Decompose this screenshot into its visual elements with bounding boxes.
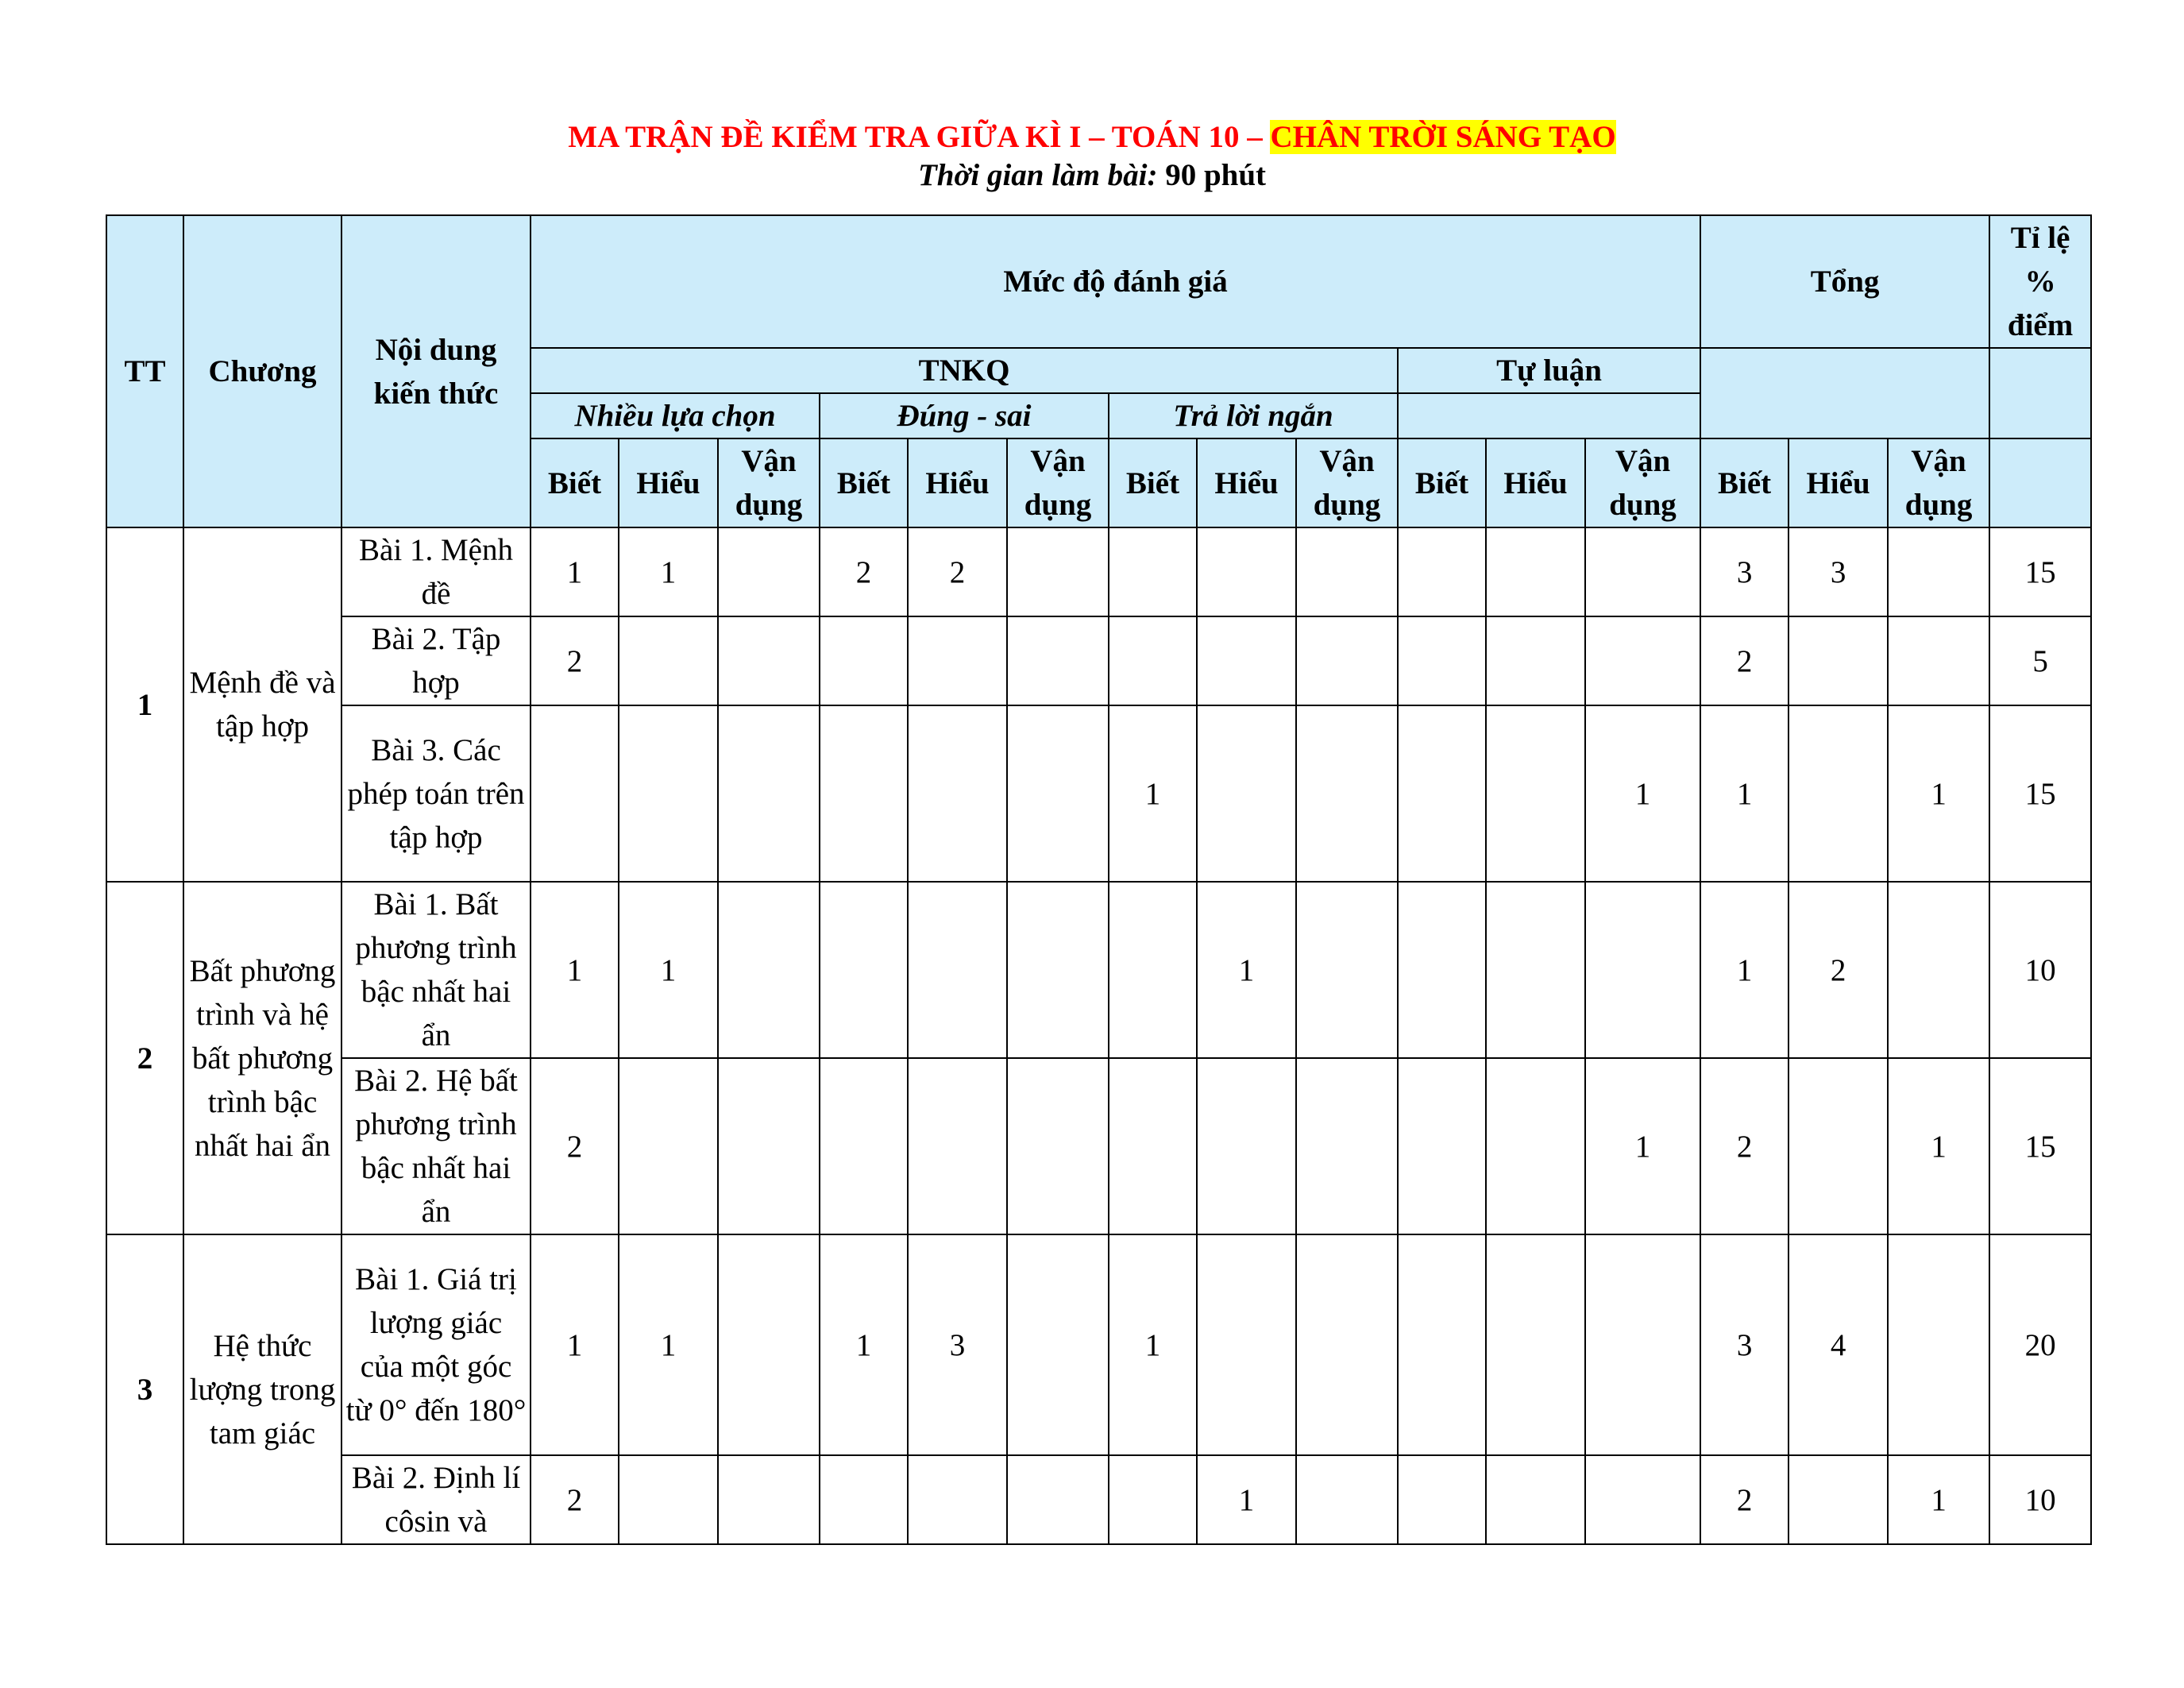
table-cell (531, 705, 619, 882)
header-hieu: Hiểu (1788, 438, 1888, 527)
header-van-dung: Vận dụng (1585, 438, 1700, 527)
table-cell: 1 (1888, 1455, 1989, 1544)
table-cell: 2 (531, 1455, 619, 1544)
header-van-dung: Vận dụng (718, 438, 820, 527)
table-cell: 2 (1700, 1058, 1788, 1234)
table-cell (1197, 705, 1296, 882)
title-main: MA TRẬN ĐỀ KIỂM TRA GIỮA KÌ I – TOÁN 10 – (568, 120, 1271, 154)
header-hieu: Hiểu (1486, 438, 1585, 527)
table-cell (1788, 1058, 1888, 1234)
table-cell: 1 (619, 527, 718, 616)
table-cell (1296, 705, 1398, 882)
table-cell (1197, 616, 1296, 705)
table-cell: 2 (1700, 616, 1788, 705)
header-van-dung: Vận dụng (1296, 438, 1398, 527)
table-cell (1585, 527, 1700, 616)
table-cell (1007, 1058, 1109, 1234)
chapter-number: 3 (106, 1234, 183, 1544)
table-cell (718, 1058, 820, 1234)
table-cell (1007, 1234, 1109, 1455)
table-cell (1398, 705, 1486, 882)
table-row (106, 1234, 2091, 1455)
header-van-dung: Vận dụng (1007, 438, 1109, 527)
header-tong: Tổng (1700, 215, 1989, 348)
table-cell (1398, 1234, 1486, 1455)
chapter-number: 2 (106, 882, 183, 1234)
table-cell: 10 (1989, 882, 2091, 1058)
header-nhieu-lua-chon: Nhiều lựa chọn (531, 393, 820, 438)
table-cell (718, 527, 820, 616)
table-cell (1007, 882, 1109, 1058)
table-cell: 15 (1989, 705, 2091, 882)
table-cell: 3 (1788, 527, 1888, 616)
table-cell (1296, 527, 1398, 616)
chapter-number: 1 (106, 527, 183, 882)
topic-name: Bài 1. Bất phương trình bậc nhất hai ẩn (341, 882, 531, 1058)
header-biet: Biết (1700, 438, 1788, 527)
table-cell: 2 (908, 527, 1007, 616)
table-cell (619, 616, 718, 705)
table-cell (1486, 1455, 1585, 1544)
table-cell (1788, 1455, 1888, 1544)
table-cell (1197, 1058, 1296, 1234)
table-cell (1296, 616, 1398, 705)
table-cell (1296, 1455, 1398, 1544)
header-tong-blank (1700, 348, 1989, 438)
chapter-name: Mệnh đề và tập hợp (183, 527, 341, 882)
topic-name: Bài 3. Các phép toán trên tập hợp (341, 705, 531, 882)
table-cell: 1 (1197, 1455, 1296, 1544)
table-cell (1398, 527, 1486, 616)
header-chuong: Chương (183, 215, 341, 527)
header-noi-dung: Nội dung kiến thức (341, 215, 531, 527)
header-hieu: Hiểu (1197, 438, 1296, 527)
table-cell (619, 1455, 718, 1544)
table-cell: 1 (1197, 882, 1296, 1058)
table-cell: 2 (1788, 882, 1888, 1058)
table-cell (1486, 1058, 1585, 1234)
header-ti-le-cell (1989, 438, 2091, 527)
table-cell (1585, 1455, 1700, 1544)
table-cell (908, 616, 1007, 705)
header-biet: Biết (820, 438, 908, 527)
table-cell (1888, 527, 1989, 616)
table-cell (820, 616, 908, 705)
header-tra-loi-ngan: Trả lời ngắn (1109, 393, 1398, 438)
table-cell (1007, 616, 1109, 705)
table-cell: 20 (1989, 1234, 2091, 1455)
table-cell: 1 (820, 1234, 908, 1455)
table-cell: 15 (1989, 1058, 2091, 1234)
table-cell: 3 (1700, 527, 1788, 616)
table-cell (718, 1234, 820, 1455)
table-cell: 1 (1700, 705, 1788, 882)
table-cell (1398, 1058, 1486, 1234)
topic-name: Bài 1. Mệnh đề (341, 527, 531, 616)
table-row (106, 616, 2091, 705)
chapter-name: Bất phương trình và hệ bất phương trình bậc nhất hai ẩn (183, 882, 341, 1234)
table-cell: 3 (1700, 1234, 1788, 1455)
table-row (106, 882, 2091, 1058)
table-row (106, 1058, 2091, 1234)
table-cell (1109, 527, 1197, 616)
table-cell: 1 (1585, 705, 1700, 882)
table-cell (908, 1058, 1007, 1234)
table-cell (1486, 1234, 1585, 1455)
table-cell: 1 (619, 1234, 718, 1455)
table-cell (1585, 882, 1700, 1058)
table-cell (718, 705, 820, 882)
table-cell (718, 616, 820, 705)
table-row (106, 527, 2091, 616)
table-cell (820, 882, 908, 1058)
header-van-dung: Vận dụng (1888, 438, 1989, 527)
header-hieu: Hiểu (908, 438, 1007, 527)
header-dung-sai: Đúng - sai (820, 393, 1109, 438)
table-cell (1197, 1234, 1296, 1455)
table-cell: 1 (531, 882, 619, 1058)
header-muc-do: Mức độ đánh giá (531, 215, 1700, 348)
table-cell: 2 (1700, 1455, 1788, 1544)
table-cell: 3 (908, 1234, 1007, 1455)
table-cell (1398, 1455, 1486, 1544)
table-row (106, 1455, 2091, 1544)
assessment-matrix-table (106, 214, 2092, 1545)
table-cell: 1 (1888, 705, 1989, 882)
table-cell: 2 (531, 1058, 619, 1234)
page-title (0, 118, 2184, 157)
table-cell: 2 (531, 616, 619, 705)
table-cell: 2 (820, 527, 908, 616)
table-cell (1398, 882, 1486, 1058)
topic-name: Bài 2. Hệ bất phương trình bậc nhất hai ẩn (341, 1058, 531, 1234)
table-cell: 1 (1585, 1058, 1700, 1234)
topic-name: Bài 1. Giá trị lượng giác của một góc từ 0° đến 180° (341, 1234, 531, 1455)
title-highlight: CHÂN TRỜI SÁNG TẠO (1270, 120, 1616, 154)
table-cell: 15 (1989, 527, 2091, 616)
table-row (106, 705, 2091, 882)
exam-duration (0, 156, 2184, 195)
table-cell (1296, 1234, 1398, 1455)
table-cell (1109, 616, 1197, 705)
header-tt: TT (106, 215, 183, 527)
table-cell: 1 (1109, 1234, 1197, 1455)
header-biet: Biết (531, 438, 619, 527)
topic-name: Bài 2. Tập hợp (341, 616, 531, 705)
table-cell (1585, 1234, 1700, 1455)
table-cell (1486, 527, 1585, 616)
table-cell (1007, 1455, 1109, 1544)
table-cell: 1 (1888, 1058, 1989, 1234)
duration-value: 90 phút (1157, 158, 1267, 192)
table-cell (1486, 882, 1585, 1058)
table-cell (1888, 882, 1989, 1058)
table-cell (619, 1058, 718, 1234)
table-cell: 5 (1989, 616, 2091, 705)
table-cell (1486, 616, 1585, 705)
header-biet: Biết (1109, 438, 1197, 527)
table-cell: 4 (1788, 1234, 1888, 1455)
table-cell: 10 (1989, 1455, 2091, 1544)
table-cell (1007, 527, 1109, 616)
table-cell (820, 1455, 908, 1544)
table-cell (908, 882, 1007, 1058)
table-cell (718, 1455, 820, 1544)
table-cell (1109, 1455, 1197, 1544)
table-cell (1109, 1058, 1197, 1234)
table-cell (619, 705, 718, 882)
header-tu-luan: Tự luận (1398, 348, 1700, 393)
table-cell (1788, 616, 1888, 705)
header-ti-le-blank (1989, 348, 2091, 438)
chapter-name: Hệ thức lượng trong tam giác (183, 1234, 341, 1544)
table-cell (820, 1058, 908, 1234)
table-cell: 1 (619, 882, 718, 1058)
table-cell (1888, 616, 1989, 705)
table-cell (1296, 882, 1398, 1058)
topic-name: Bài 2. Định lí côsin và (341, 1455, 531, 1544)
header-tnkq: TNKQ (531, 348, 1398, 393)
header-biet: Biết (1398, 438, 1486, 527)
table-cell (1197, 527, 1296, 616)
table-cell (1007, 705, 1109, 882)
table-cell: 1 (1700, 882, 1788, 1058)
table-cell (908, 705, 1007, 882)
table-cell (1888, 1234, 1989, 1455)
table-cell (718, 882, 820, 1058)
table-cell (1296, 1058, 1398, 1234)
table-cell (1398, 616, 1486, 705)
header-ti-le: Tỉ lệ % điểm (1989, 215, 2091, 348)
table-cell: 1 (531, 527, 619, 616)
table-cell (908, 1455, 1007, 1544)
table-cell (1585, 616, 1700, 705)
table-cell (820, 705, 908, 882)
table-cell (1486, 705, 1585, 882)
table-cell: 1 (531, 1234, 619, 1455)
header-hieu: Hiểu (619, 438, 718, 527)
header-tu-luan-blank (1398, 393, 1700, 438)
table-cell (1109, 882, 1197, 1058)
duration-label: Thời gian làm bài: (917, 158, 1158, 192)
table-cell (1788, 705, 1888, 882)
table-cell: 1 (1109, 705, 1197, 882)
